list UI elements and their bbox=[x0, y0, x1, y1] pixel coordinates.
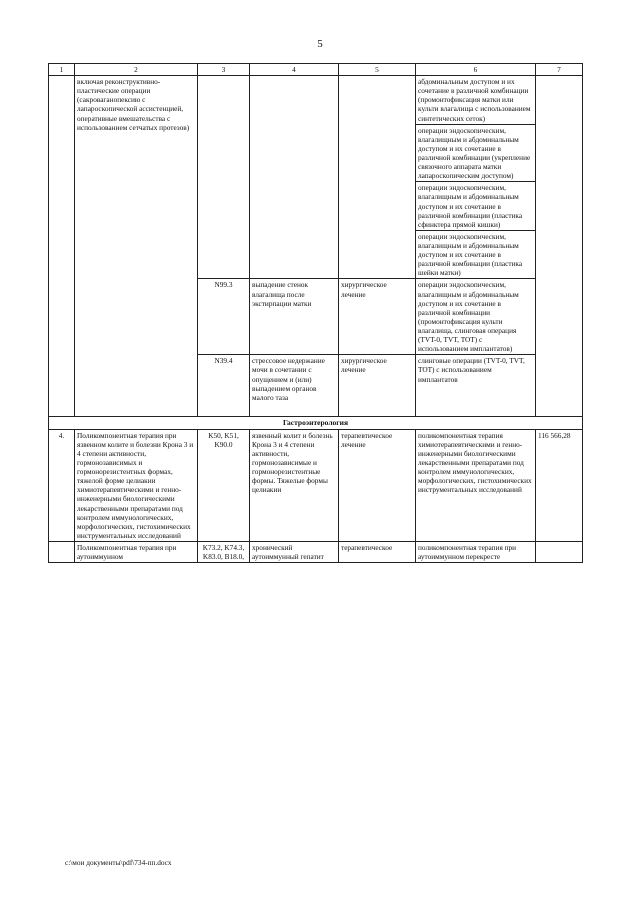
section-title: Гастроэнтерология bbox=[49, 417, 583, 429]
header-cell-3: 3 bbox=[198, 64, 250, 76]
cell-codes: K50, K51, K90.0 bbox=[198, 429, 250, 541]
cell-codes: N39.4 bbox=[198, 355, 250, 417]
header-cell-2: 2 bbox=[75, 64, 198, 76]
cell-method: операции эндоскопическим, влагалищным и абдоминальным доступом и их сочетание в различной комбинации (укрепление связочного аппарата матки лапароскопическим доступом) bbox=[416, 124, 536, 182]
cell-cost bbox=[536, 76, 583, 417]
cell-cost bbox=[536, 541, 583, 562]
header-cell-1: 1 bbox=[49, 64, 75, 76]
cell-service-name: включая реконструктивно-пластические операции (сакроваганопексию с лапароскопической ассистенцией, оперативные вмешательства с использованием сетчатых протезов) bbox=[75, 76, 198, 417]
table-row bbox=[49, 76, 583, 125]
cell-service-name: Поликомпонентная терапия при аутоиммунном bbox=[75, 541, 198, 562]
cell-treatment: хирургическое лечение bbox=[339, 355, 416, 417]
cell-service-name: Поликомпонентная терапия при язвенном колите и болезни Крона 3 и 4 степени активности, гормонозависимых и гормонорезистентных формах, тяжелой форме целиакии химиотерапевтическими и генно-инженерными биологическими лекарственными препаратами под контролем иммунологических, морфологических, гистохимических инструментальных исследований bbox=[75, 429, 198, 541]
cell-treatment bbox=[339, 76, 416, 279]
cell-method: поликомпонентная терапия химиотерапевтическими и генно-инженерными биологическими лекарственными препаратами под контролем иммунологических, морфологических, гистохимических инструментальных исследований bbox=[416, 429, 536, 541]
cell-method: поликомпонентная терапия при аутоиммунном перекресте bbox=[416, 541, 536, 562]
section-row bbox=[49, 417, 583, 429]
cell-treatment: хирургическое лечение bbox=[339, 279, 416, 355]
cell-codes: K73.2, K74.3, K83.0, B18.0, bbox=[198, 541, 250, 562]
cell-treatment: терапевтическое bbox=[339, 541, 416, 562]
cell-model: выпадение стенок влагалища после экстирпации матки bbox=[250, 279, 339, 355]
cell-treatment: терапевтическое лечение bbox=[339, 429, 416, 541]
cell-model bbox=[250, 76, 339, 279]
cell-cost: 116 566,28 bbox=[536, 429, 583, 541]
cell-method: операции эндоскопическим, влагалищным и абдоминальным доступом и их сочетание в различной комбинации (пластика шейки матки) bbox=[416, 230, 536, 279]
header-cell-4: 4 bbox=[250, 64, 339, 76]
table-header-row bbox=[49, 64, 583, 76]
cell-number bbox=[49, 541, 75, 562]
cell-method: абдоминальным доступом и их сочетание в различной комбинации (промонтофиксация матки или культи влагалища с использованием синтетических сеток) bbox=[416, 76, 536, 125]
services-table bbox=[48, 63, 583, 563]
cell-model: хронический аутоиммунный гепатит bbox=[250, 541, 339, 562]
cell-method: слинговые операции (TVT-0, TVT, TOT) с использованием имплантатов bbox=[416, 355, 536, 417]
cell-model: стрессовое недержание мочи в сочетании с опущением и (или) выпадением органов малого таза bbox=[250, 355, 339, 417]
cell-codes: N99.3 bbox=[198, 279, 250, 355]
cell-codes bbox=[198, 76, 250, 279]
table-row bbox=[49, 429, 583, 541]
cell-number bbox=[49, 76, 75, 417]
page-number: 5 bbox=[317, 38, 323, 50]
header-cell-7: 7 bbox=[536, 64, 583, 76]
table-row bbox=[49, 541, 583, 562]
cell-method: операции эндоскопическим, влагалищным и абдоминальным доступом и их сочетание в различной комбинации (промонтофиксация культи влагалища, слинговая операция (TVT-0, TVT, TOT) с использованием имплантатов) bbox=[416, 279, 536, 355]
header-cell-6: 6 bbox=[416, 64, 536, 76]
cell-model: язвенный колит и болезнь Крона 3 и 4 степени активности, гормонозависимые и гормонорезистентные формы. Тяжелые формы целиакии bbox=[250, 429, 339, 541]
cell-number: 4. bbox=[49, 429, 75, 541]
cell-method: операции эндоскопическим, влагалищным и абдоминальным доступом и их сочетание в различной комбинации (пластика сфинктера прямой кишки) bbox=[416, 182, 536, 231]
file-path-footer: c:\мои документы\pdf\734-пп.docx bbox=[65, 858, 172, 867]
header-cell-5: 5 bbox=[339, 64, 416, 76]
